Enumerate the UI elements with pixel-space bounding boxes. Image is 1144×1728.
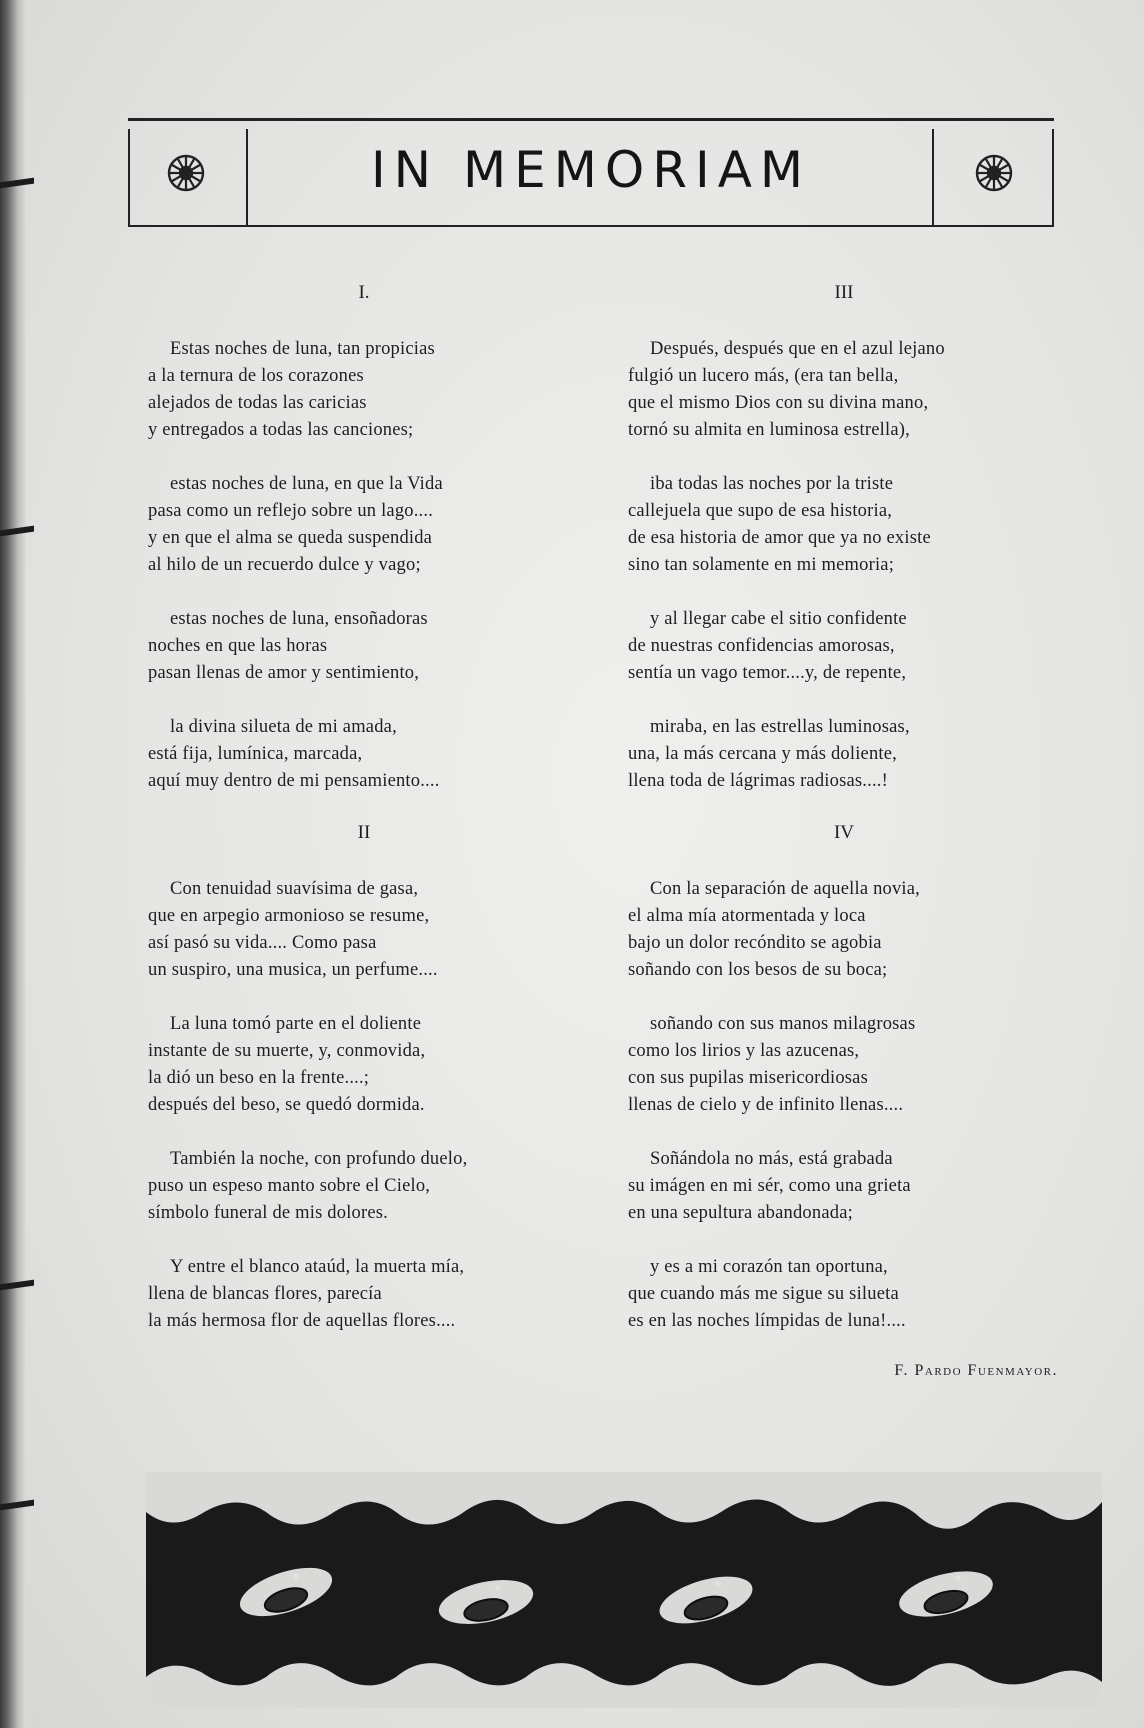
verse-line: iba todas las noches por la triste <box>650 474 894 494</box>
verse-line: llenas de cielo y de infinito llenas.... <box>628 1095 904 1115</box>
verse-line: de nuestras confidencias amorosas, <box>628 636 895 656</box>
verse-line: estas noches de luna, en que la Vida <box>170 474 443 494</box>
verse-line: símbolo funeral de mis dolores. <box>148 1203 388 1223</box>
verse-line: un suspiro, una musica, un perfume.... <box>148 960 438 980</box>
verse-line: que cuando más me sigue su silueta <box>628 1284 899 1304</box>
verse-line: aquí muy dentro de mi pensamiento.... <box>148 771 440 791</box>
verse-line: la dió un beso en la frente....; <box>148 1068 370 1088</box>
verse-line: sentía un vago temor....y, de repente, <box>628 663 907 683</box>
verse-line: así pasó su vida.... Como pasa <box>148 933 377 953</box>
verse-line: está fija, lumínica, marcada, <box>148 744 363 764</box>
page-title: IN MEMORIAM <box>370 141 812 199</box>
binding-spine <box>0 0 26 1728</box>
poem-column-right <box>628 282 1060 1380</box>
verse-line: su imágen en mi sér, como una grieta <box>628 1176 911 1196</box>
verse-line: puso un espeso manto sobre el Cielo, <box>148 1176 431 1196</box>
verse-line: con sus pupilas misericordiosas <box>628 1068 868 1088</box>
verse-line: Estas noches de luna, tan propicias <box>170 339 435 359</box>
stanza <box>148 606 580 687</box>
verse-line: Con tenuidad suavísima de gasa, <box>170 879 419 899</box>
verse-line: soñando con sus manos milagrosas <box>650 1014 916 1034</box>
verse-line: y al llegar cabe el sitio confidente <box>650 609 907 629</box>
poem-column-left <box>148 282 580 1362</box>
verse-line: la más hermosa flor de aquellas flores.... <box>148 1311 456 1331</box>
verse-line: noches en que las horas <box>148 636 328 656</box>
verse-line: soñando con los besos de su boca; <box>628 960 888 980</box>
stanza <box>148 876 580 984</box>
verse-line: después del beso, se quedó dormida. <box>148 1095 425 1115</box>
section-numeral: I. <box>358 282 370 303</box>
poem-section <box>628 822 1060 1335</box>
stanza <box>628 1254 1060 1335</box>
verse-line: fulgió un lucero más, (era tan bella, <box>628 366 899 386</box>
stanza <box>628 876 1060 984</box>
verse-line: Después, después que en el azul lejano <box>650 339 945 359</box>
verse-line: estas noches de luna, ensoñadoras <box>170 609 428 629</box>
verse-line: pasan llenas de amor y sentimiento, <box>148 663 420 683</box>
poem-section <box>148 822 580 1335</box>
verse-line: llena toda de lágrimas radiosas....! <box>628 771 888 791</box>
verse-line: a la ternura de los corazones <box>148 366 364 386</box>
stanza <box>148 1011 580 1119</box>
verse-line: de esa historia de amor que ya no existe <box>628 528 931 548</box>
verse-line: sino tan solamente en mi memoria; <box>628 555 895 575</box>
verse-line: Con la separación de aquella novia, <box>650 879 921 899</box>
verse-line: al hilo de un recuerdo dulce y vago; <box>148 555 421 575</box>
verse-line: como los lirios y las azucenas, <box>628 1041 860 1061</box>
section-numeral: IV <box>833 822 855 843</box>
verse-line: en una sepultura abandonada; <box>628 1203 853 1223</box>
ducks-frieze-illustration <box>146 1472 1102 1708</box>
verse-line: También la noche, con profundo duelo, <box>170 1149 468 1169</box>
verse-line: bajo un dolor recóndito se agobia <box>628 933 882 953</box>
stanza <box>148 1146 580 1227</box>
verse-line: y entregados a todas las canciones; <box>148 420 414 440</box>
stanza <box>628 1146 1060 1227</box>
stanza <box>148 471 580 579</box>
verse-line: alejados de todas las caricias <box>148 393 367 413</box>
verse-line: La luna tomó parte en el doliente <box>170 1014 422 1034</box>
verse-line: tornó su almita en luminosa estrella), <box>628 420 910 440</box>
stanza <box>628 336 1060 444</box>
stanza <box>628 606 1060 687</box>
stanza <box>628 714 1060 795</box>
stanza <box>628 471 1060 579</box>
verse-line: llena de blancas flores, parecía <box>148 1284 382 1304</box>
stanza <box>148 714 580 795</box>
verse-line: instante de su muerte, y, conmovida, <box>148 1041 426 1061</box>
rosette-right-icon <box>974 153 1014 193</box>
section-numeral: II <box>357 822 371 843</box>
poem-section <box>628 282 1060 795</box>
verse-line: Soñándola no más, está grabada <box>650 1149 893 1169</box>
verse-line: y es a mi corazón tan oportuna, <box>650 1257 888 1277</box>
verse-line: Y entre el blanco ataúd, la muerta mía, <box>170 1257 465 1277</box>
verse-line: y en que el alma se queda suspendida <box>148 528 433 548</box>
verse-line: la divina silueta de mi amada, <box>170 717 397 737</box>
title-banner <box>128 118 1054 227</box>
stanza <box>148 1254 580 1335</box>
verse-line: callejuela que supo de esa historia, <box>628 501 893 521</box>
verse-line: el alma mía atormentada y loca <box>628 906 866 926</box>
section-numeral: III <box>834 282 854 303</box>
poem-section <box>148 282 580 795</box>
stanza <box>148 336 580 444</box>
verse-line: miraba, en las estrellas luminosas, <box>650 717 910 737</box>
verse-line: que el mismo Dios con su divina mano, <box>628 393 929 413</box>
verse-line: es en las noches límpidas de luna!.... <box>628 1311 906 1331</box>
verse-line: que en arpegio armonioso se resume, <box>148 906 430 926</box>
author-signature: F. Pardo Fuenmayor. <box>894 1362 1058 1379</box>
verse-line: una, la más cercana y más doliente, <box>628 744 897 764</box>
stanza <box>628 1011 1060 1119</box>
verse-line: pasa como un reflejo sobre un lago.... <box>148 501 434 521</box>
